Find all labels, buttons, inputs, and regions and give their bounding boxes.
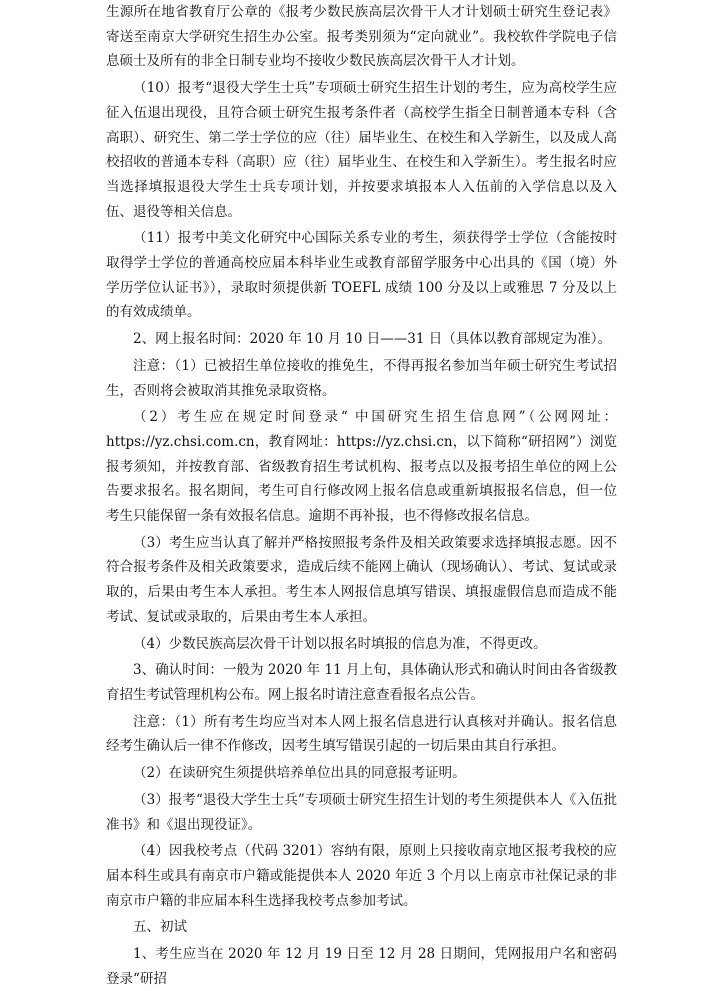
- paragraph-2: （10）报考“退役大学生士兵”专项硕士研究生招生计划的考生，应为高校学生应征入伍退出现役，且符合硕士研究生报考条件者（高校学生指全日制普通本专科（含高职）、研究生、第二学士学位的应（往）届毕业生、在校生和入学新生，以及成人高校招收的普通本专科（高职）应（往）届毕业生、在校生和入学新生）。考生报名时应当选择填报退役大学生士兵专项计划，并按要求填报本人入伍前的入学信息以及入伍、退役等相关信息。: [106, 80, 617, 220]
- paragraph-9: 3、确认时间：一般为 2020 年 11 月上旬，具体确认形式和确认时间由各省级教育招生考试管理机构公布。网上报名时请注意查看报名点公告。: [106, 662, 617, 703]
- section-heading: 五、初试: [133, 919, 187, 936]
- paragraph-12: （3）报考“退役大学生士兵”专项硕士研究生招生计划的考生须提供本人《入伍批准书》和《退出现役证》。: [106, 791, 617, 833]
- paragraph-15: 1、考生应当在 2020 年 12 月 19 日至 12 月 28 日期间，凭网报用户名和密码登录“研招: [106, 946, 617, 987]
- paragraph-10: 注意：（1）所有考生均应当对本人网上报名信息进行认真核对并确认。报名信息经考生确认后一律不作修改，因考生填写错误引起的一切后果由其自行承担。: [106, 713, 617, 755]
- paragraph-11: （2）在读研究生须提供培养单位出具的同意报考证明。: [133, 765, 466, 782]
- paragraph-1: 生源所在地省教育厅公章的《报考少数民族高层次骨干人才计划硕士研究生登记表》寄送至南京大学研究生招生办公室。报考类别须为“定向就业”。我校软件学院电子信息硕士及所有的非全日制专业均不接收少数民族高层次骨干人才计划。: [106, 4, 617, 70]
- paragraph-13: （4）因我校考点（代码 3201）容纳有限，原则上只接收南京地区报考我校的应届本科生或具有南京市户籍或能提供本人 2020 年近 3 个月以上南京市社保记录的非南京市户籍的非应届本科生选择我校考点参加考试。: [106, 843, 617, 909]
- paragraph-8: （4）少数民族高层次骨干计划以报名时填报的信息为准，不得更改。: [133, 635, 547, 652]
- paragraph-7: （3）考生应当认真了解并严格按照报考条件及相关政策要求选择填报志愿。因不符合报考条件及相关政策要求，造成后续不能网上确认（现场确认）、考试、复试或录取的，后果由考生本人承担。考生本人网报信息填写错误、填报虚假信息而造成不能考试、复试或录取的，后果由考生本人承担。: [106, 534, 617, 625]
- paragraph-5: 注意：（1）已被招生单位接收的推免生，不得再报名参加当年硕士研究生考试招生，否则将会被取消其推免录取资格。: [106, 357, 617, 399]
- paragraph-6: （2）考生应在规定时间登录“ 中国研究生招生信息网”（公网网址：https://yz.chsi.com.cn，教育网址：https://yz.chsi.cn，以下简称“研招网”）浏览报考须知，并按教育部、省级教育招生考试机构、报考点以及报考招生单位的网上公告要求报名。报名期间，考生可自行修改网上报名信息或重新填报报名信息，但一位考生只能保留一条有效报名信息。逾期不再补报，也不得修改报名信息。: [106, 409, 617, 525]
- paragraph-3: （11）报考中美文化研究中心国际关系专业的考生，须获得学士学位（含能按时取得学士学位的普通高校应届本科毕业生或教育部留学服务中心出具的《国（境）外学历学位认证书》），录取时须提供新 TOEFL 成绩 100 分及以上或雅思 7 分及以上的有效成绩单。: [106, 230, 617, 321]
- paragraph-4: 2、网上报名时间：2020 年 10 月 10 日——31 日（具体以教育部规定为准）。: [133, 331, 611, 348]
